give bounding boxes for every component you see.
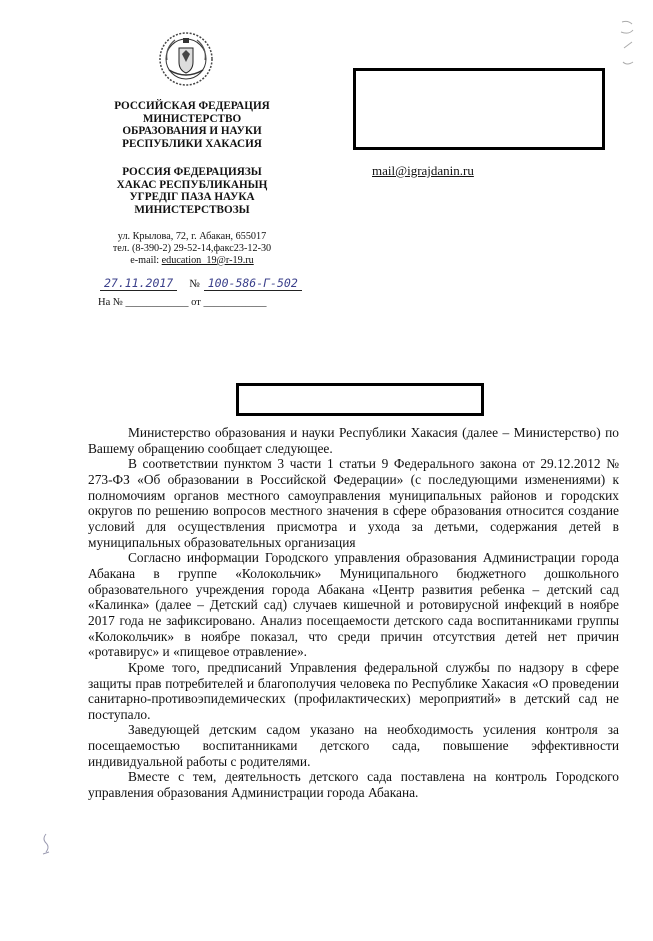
scan-edge-mark-icon	[618, 18, 638, 73]
ministry-name-line: РЕСПУБЛИКИ ХАКАСИЯ	[122, 137, 262, 150]
recipient-email[interactable]: mail@igrajdanin.ru	[372, 163, 474, 178]
outgoing-reference	[100, 274, 302, 292]
outgoing-date: 27.11.2017	[100, 276, 177, 291]
ministry-name-line: РОССИЙСКАЯ ФЕДЕРАЦИЯ	[114, 100, 270, 112]
letter-body	[88, 425, 619, 801]
ministry-name-kjh	[72, 166, 312, 216]
ministry-name-line: РОССИЯ ФЕДЕРАЦИЯЗЫ	[122, 166, 262, 178]
ministry-name-line: МИНИСТЕРСТВО	[142, 112, 242, 125]
body-paragraph: Министерство образования и науки Республики Хакасия (далее – Министерство) по Вашему обращению сообщает следующее.	[88, 425, 619, 456]
ministry-name-line: ОБРАЗОВАНИЯ И НАУКИ	[122, 125, 262, 138]
outgoing-number: 100-586-Г-502	[204, 276, 302, 291]
ministry-name-line: МИНИСТЕРСТВОЗЫ	[134, 203, 250, 216]
body-paragraph: Заведующей детским садом указано на необходимость усиления контроля за посещаемостью воспитанниками детского сада, повышение эффективности индивидуальной работы с родителями.	[88, 722, 619, 769]
sender-address: ул. Крылова, 72, г. Абакан, 655017	[117, 231, 267, 242]
outgoing-no-label: №	[189, 278, 200, 290]
ministry-name-line: УГРЕДIГ ПАЗА НАУКА	[129, 191, 255, 204]
sender-email[interactable]: education_19@r-19.ru	[161, 254, 254, 266]
body-paragraph: Вместе с тем, деятельность детского сада поставлена на контроль Городского управления образования Администрации города Абакана.	[88, 769, 619, 801]
body-paragraph: Согласно информации Городского управления образования Администрации города Абакана в группе «Колокольчик» Муниципального бюджетного дошкольного образовательного учреждения города Абакана «Центр развития ребенка – детский сад «Калинка» (далее – Детский сад) случаев кишечной и ротовирусной инфекций в ноябре 2017 года не зафиксировано. Анализ посещаемости детского сада воспитанниками группы «Колокольчик» в ноябре показал, что среди причин отсутствия детей нет причин «ротавирус» и «пищевое отравление».	[88, 550, 619, 660]
body-paragraph: В соответствии пунктом 3 части 1 статьи 9 Федерального закона от 29.12.2012 № 273-ФЗ «Об образовании в Российской Федерации» (с последующими изменениями) к полномочиям органов местного самоуправления муниципальных районов и городских округов по решению вопросов местного значения в сфере образования относится создание условий для осуществления присмотра и ухода за детьми, содержания детей в муниципальных образовательных организация	[88, 456, 619, 550]
reply-reference-line: На № ____________ от ____________	[98, 297, 267, 308]
sender-email-label: e-mail:	[130, 254, 162, 266]
recipient-redaction-box	[353, 68, 605, 150]
ministry-name-ru	[72, 100, 312, 150]
margin-scribble-icon	[40, 832, 52, 858]
sender-phone: тел. (8-390-2) 29-52-14,факс23-12-30	[112, 242, 272, 254]
ministry-name-line: ХАКАС РЕСПУБЛИКАНЫҢ	[116, 178, 268, 191]
sender-email-line	[72, 255, 312, 267]
body-paragraph: Кроме того, предписаний Управления федеральной службы по надзору в сфере защиты прав потребителей и благополучия человека по Республике Хакасия «О проведении санитарно-противоэпидемических (профилактических) мероприятий» в детский сад не поступало.	[88, 659, 619, 722]
sender-contacts	[72, 231, 312, 266]
coat-of-arms-emblem-icon	[157, 30, 215, 88]
salutation-redaction-box	[236, 383, 484, 416]
